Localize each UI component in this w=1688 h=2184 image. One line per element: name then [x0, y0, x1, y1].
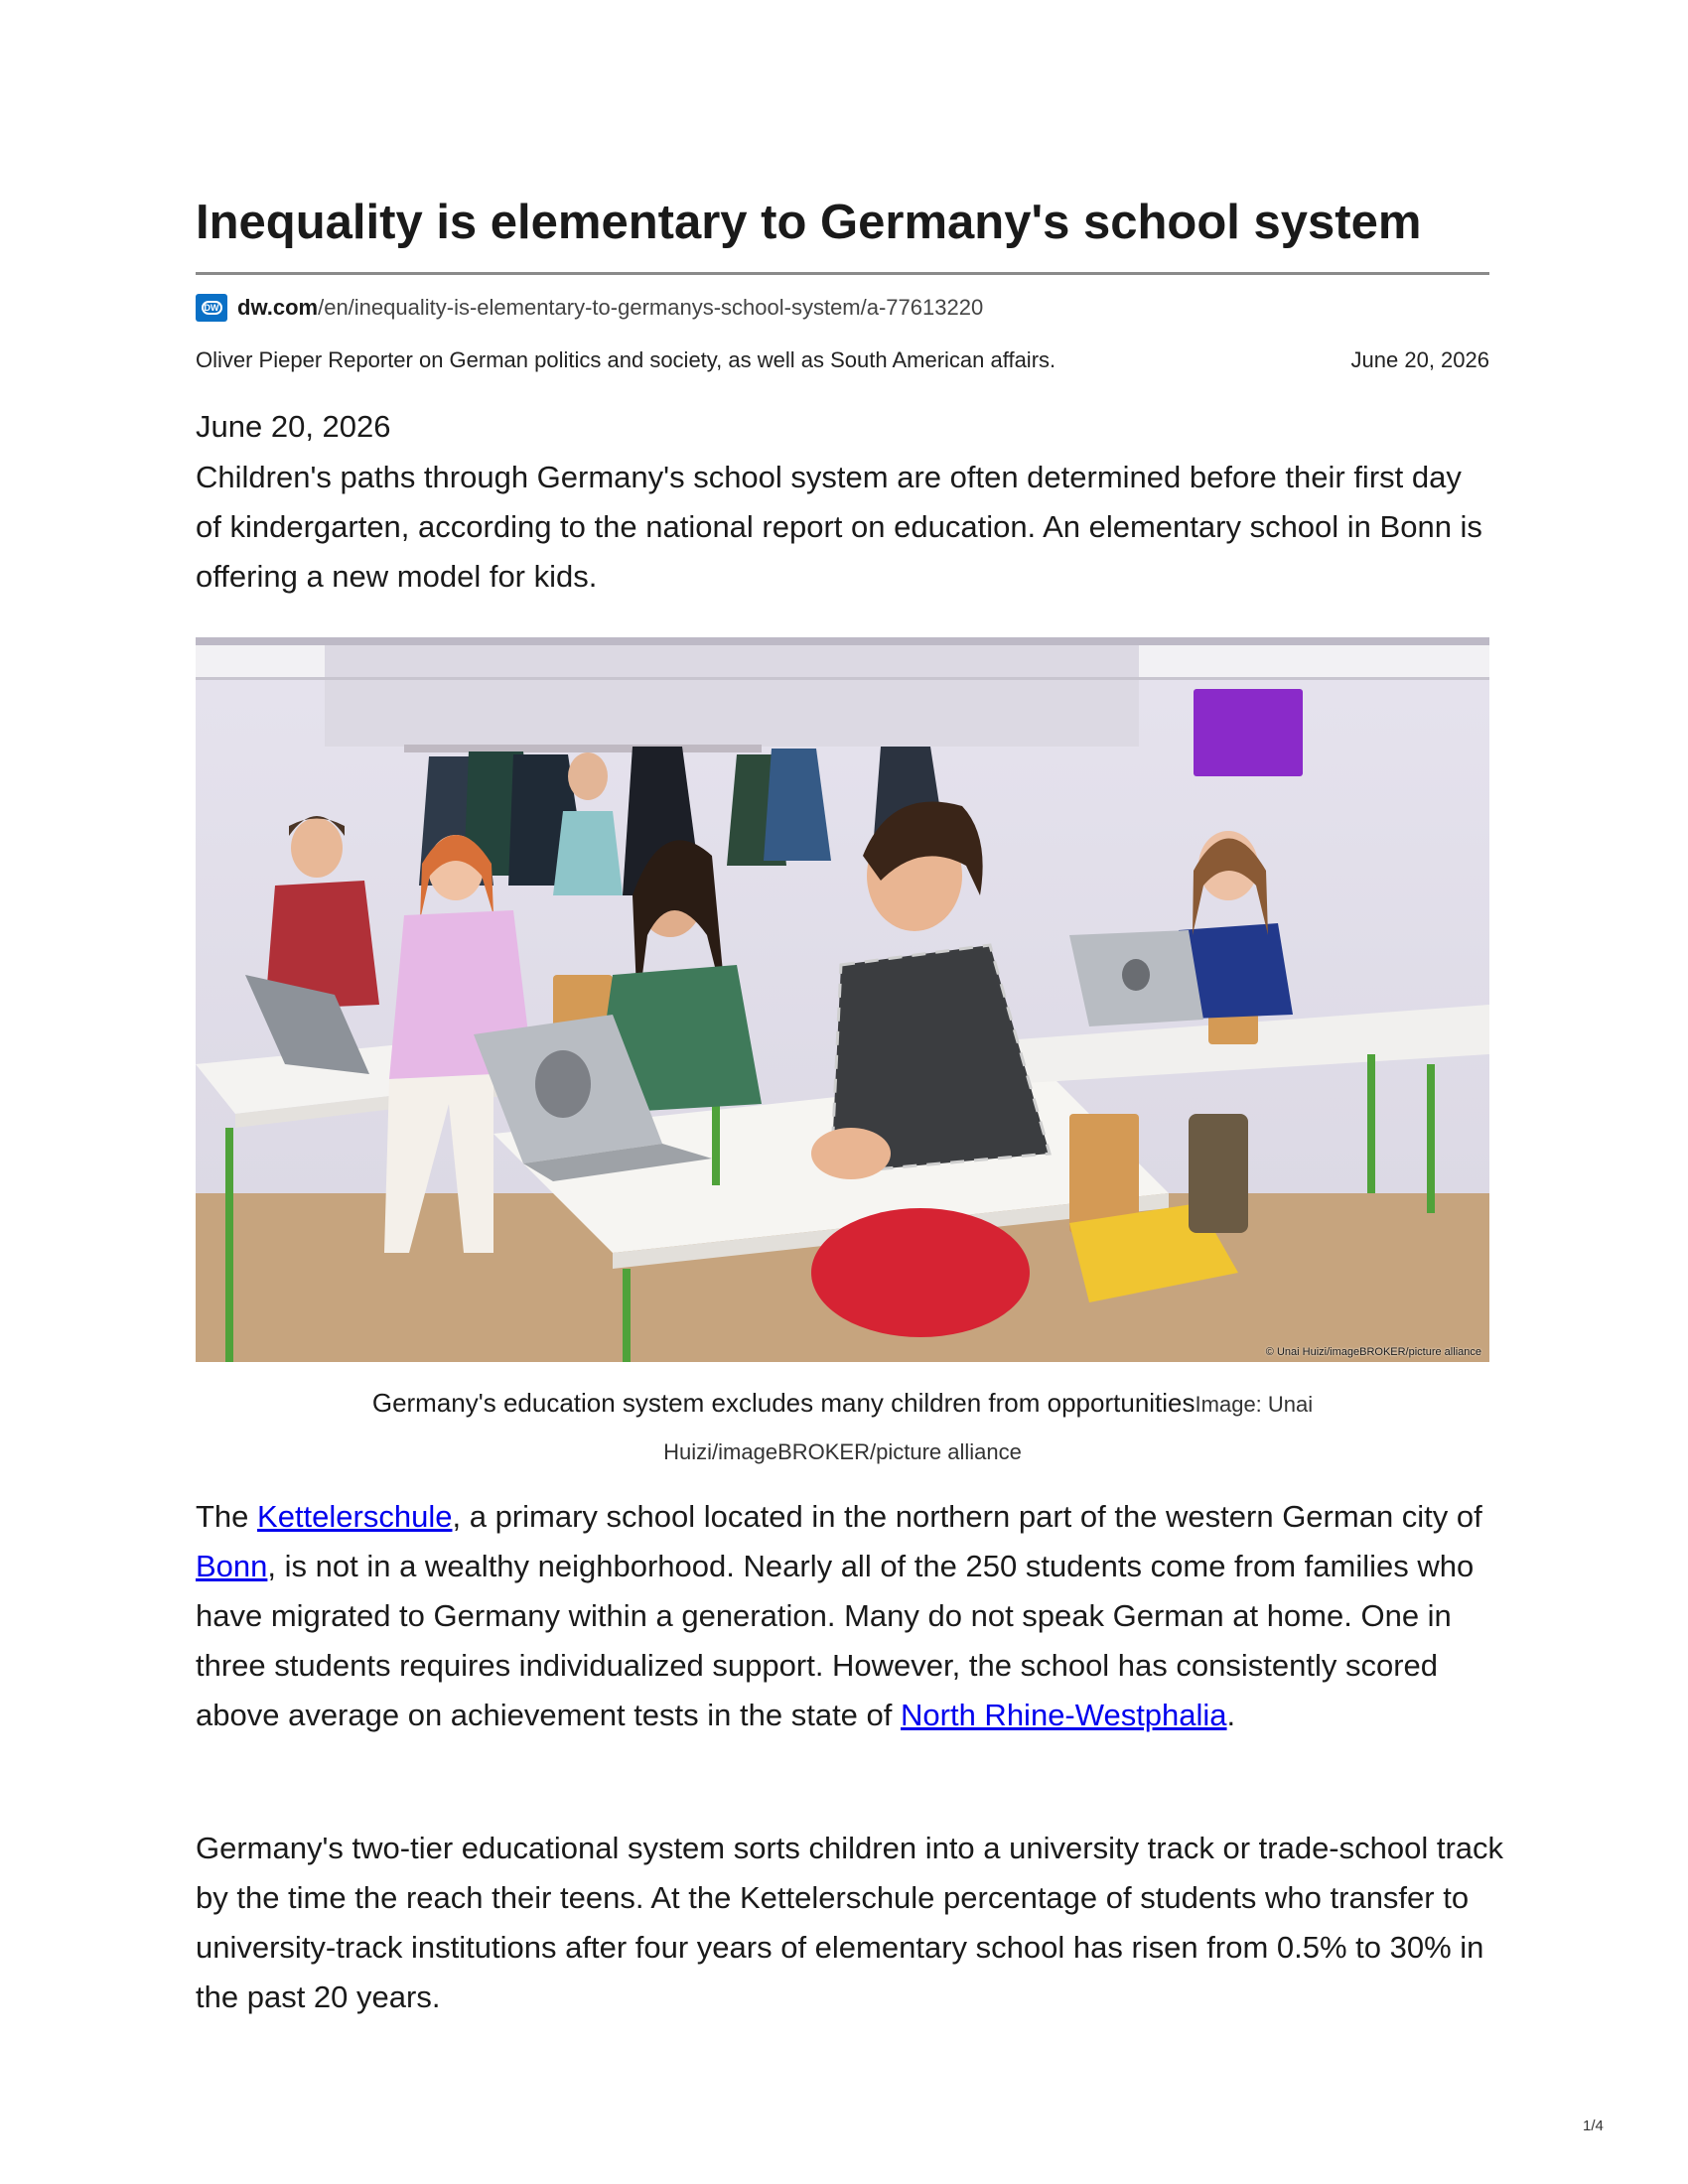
photo-caption [295, 1380, 1390, 1475]
source-line [196, 292, 983, 324]
p1-text-1: The [196, 1499, 258, 1534]
page-number: 1/4 [1583, 2117, 1604, 2134]
caption-text: Germany's education system excludes many children from opportunities [371, 1388, 1196, 1418]
body-paragraph-2: Germany's two-tier educational system sorts children into a university track or trade-school track by the time the reach their teens. At the Kettelerschule percentage of students who transfer to university-track institutions after four years of elementary school has risen from 0.5% to 30% in the past 20 years. [196, 1831, 1504, 2014]
source-url[interactable] [237, 295, 983, 321]
byline-date: June 20, 2026 [1350, 347, 1489, 372]
kettelerschule-link[interactable]: Kettelerschule [257, 1499, 453, 1534]
dw-logo-icon: DW [196, 294, 227, 322]
body-paragraph-1 [196, 1492, 1506, 1740]
byline [196, 347, 1489, 373]
p1-text-3: , is not in a wealthy neighborhood. Nearly all of the 250 students come from families who have migrated to Germany within a generation. Many do not speak German at home. One in three students requires individualized support. However, the school has consistently scored above average on achievement tests in the state of [196, 1549, 1475, 1732]
article-lede: Children's paths through Germany's school system are often determined before their first day of kindergarten, according to the national report on education. An elementary school in Bonn is offering a new model for kids. [196, 460, 1482, 594]
source-path: /en/inequality-is-elementary-to-germanys-school-system/a-77613220 [318, 295, 984, 320]
article-photo [196, 637, 1489, 1362]
p1-text-2: , a primary school located in the northern part of the western German city of [452, 1499, 1482, 1534]
title-divider [196, 272, 1489, 275]
north-rhine-westphalia-link[interactable]: North Rhine-Westphalia [901, 1698, 1227, 1732]
article-date: June 20, 2026 [196, 409, 391, 444]
caption-credit: Image: Unai Huizi/imageBROKER/picture alliance [663, 1392, 1314, 1464]
photo-overlay-credit: © Unai Huizi/imageBROKER/picture alliance [1265, 1346, 1481, 1358]
article-title: Inequality is elementary to Germany's school system [196, 196, 1422, 249]
classroom-photo [196, 637, 1489, 1362]
bonn-link[interactable]: Bonn [196, 1549, 268, 1583]
author-line: Oliver Pieper Reporter on German politics and society, as well as South American affairs. [196, 347, 1056, 372]
source-domain: dw.com [237, 295, 319, 320]
p1-text-4: . [1226, 1698, 1236, 1732]
